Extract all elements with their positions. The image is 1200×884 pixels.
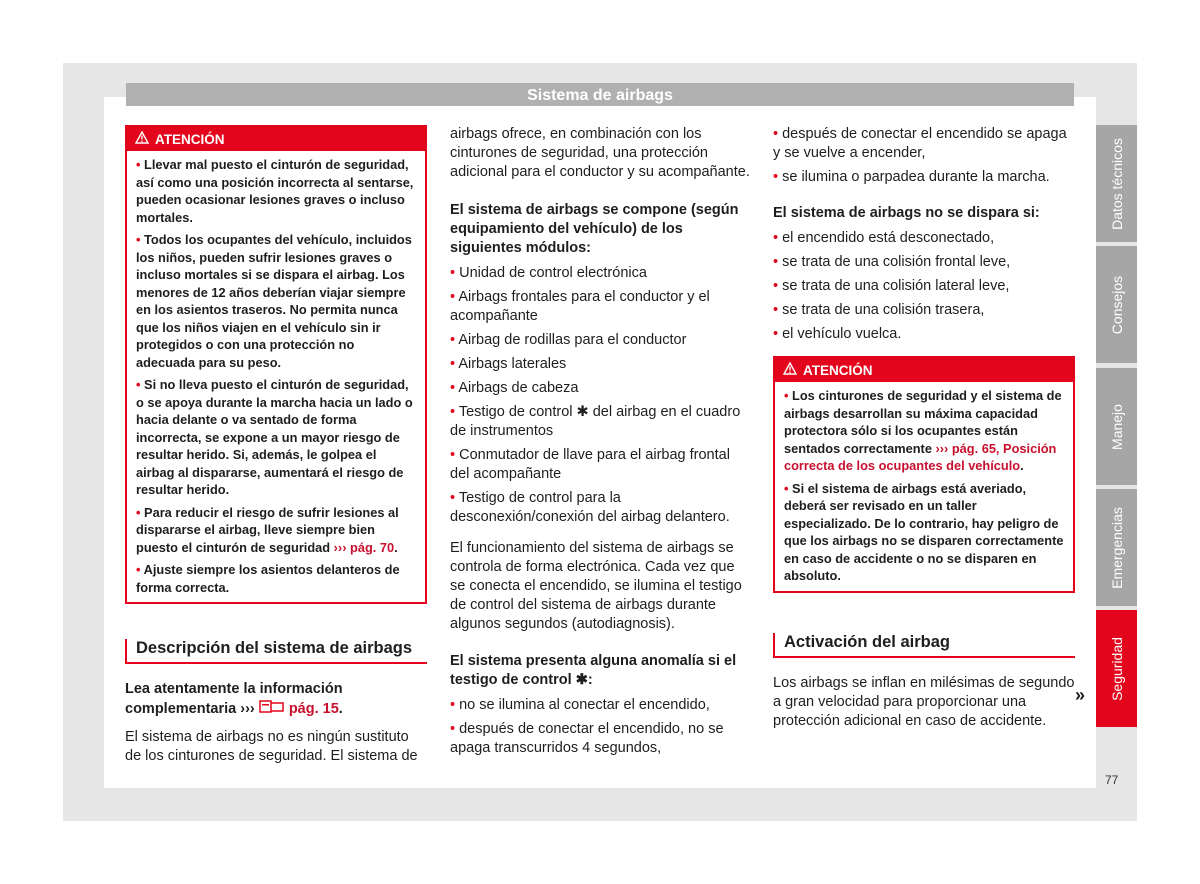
list-item: • Airbag de rodillas para el conductor — [450, 332, 687, 348]
warning-header — [775, 358, 1073, 382]
warning-item: • Todos los ocupantes del vehículo, incluidos los niños, pueden sufrir lesiones graves o incluso mortales si se dispara el airbag. Los menores de 12 años deberían viajar siempre en los asientos traseros. No permita nunca que los niños viajen en el vehículo sin ir protegidos o con una protección no adecuada para su peso. — [136, 232, 412, 370]
warning-box — [773, 356, 1075, 593]
subheading: El sistema presenta alguna anomalía si el testigo de control ✱: — [450, 653, 737, 688]
intro-text: Lea atentamente la información complementaria ››› pág. 15. — [125, 681, 343, 717]
list-item: • Airbags de cabeza — [450, 380, 579, 396]
section-title: Descripción del sistema de airbags — [125, 639, 427, 664]
list-item: • Unidad de control electrónica — [450, 265, 647, 281]
warning-title: ATENCIÓN — [155, 132, 225, 147]
warning-item: • Ajuste siempre los asientos delanteros de forma correcta. — [136, 562, 400, 595]
body-paragraph: El funcionamiento del sistema de airbags se controla de forma electrónica. Cada vez que se conecta el encendido, se ilumina el testigo de control del sistema de airbags durante algunos segundos (autodiagnosis). — [450, 540, 742, 632]
list-item: • se trata de una colisión lateral leve, — [773, 278, 1010, 294]
subheading: El sistema de airbags se compone (según equipamiento del vehículo) de los siguientes módulos: — [450, 202, 739, 256]
list-item: • después de conectar el encendido, no se apaga transcurridos 4 segundos, — [450, 721, 724, 756]
page-number: 77 — [1105, 773, 1119, 787]
page-header-title: Sistema de airbags — [126, 83, 1074, 106]
book-icon — [259, 701, 285, 716]
page-reference-link[interactable]: ››› pág. 70 — [333, 539, 395, 555]
airbag-warning-light-icon: ✱ — [576, 404, 589, 420]
section-title: Activación del airbag — [773, 633, 1075, 658]
list-item: • Conmutador de llave para el airbag frontal del acompañante — [450, 447, 730, 482]
warning-item: • Si el sistema de airbags está averiado, deberá ser revisado en un taller especializado. De lo contrario, hay peligro de que los airbags no se disparen correctamente en caso de accidente o no se disparen en absoluto. — [784, 480, 1064, 583]
warning-triangle-icon — [135, 127, 149, 153]
continue-mark: » — [1075, 685, 1086, 705]
page-reference-link[interactable]: pág. 15 — [288, 701, 339, 717]
tab-datos-tecnicos[interactable]: Datos técnicos — [1096, 125, 1137, 242]
list-item: • Testigo de control para la desconexión/conexión del airbag delantero. — [450, 490, 730, 525]
list-item: • Testigo de control ✱ del airbag en el cuadro de instrumentos — [450, 404, 741, 439]
warning-item: • Si no lleva puesto el cinturón de seguridad, o se apoya durante la marcha hacia un lado o hacia delante o va sentado de forma incorrecta, se expone a un mayor riesgo de resultar herido. Si, además, le golpea el airbag al dispararse, aumentará el riesgo de resultar herido. — [136, 377, 413, 497]
list-item: • después de conectar el encendido se apaga y se vuelve a encender, — [773, 126, 1067, 161]
list-item: • se trata de una colisión trasera, — [773, 302, 985, 318]
list-item: • Airbags frontales para el conductor y el acompañante — [450, 289, 710, 324]
list-item: • Airbags laterales — [450, 356, 567, 372]
airbag-warning-light-icon: ✱ — [575, 672, 588, 688]
page-reference-link[interactable]: ››› pág. 65, Posición correcta de los ocupantes del vehículo — [784, 440, 1057, 473]
tab-seguridad[interactable]: Seguridad — [1096, 610, 1137, 727]
body-paragraph: airbags ofrece, en combinación con los cinturones de seguridad, una protección adicional para el conductor y su acompañante. — [450, 126, 750, 180]
list-item: • no se ilumina al conectar el encendido, — [450, 697, 710, 713]
warning-title: ATENCIÓN — [803, 363, 873, 378]
warning-triangle-icon — [783, 358, 797, 384]
list-item: • se trata de una colisión frontal leve, — [773, 254, 1011, 270]
list-item: • se ilumina o parpadea durante la marcha. — [773, 169, 1050, 185]
warning-box — [125, 125, 427, 604]
list-item: • el vehículo vuelca. — [773, 326, 902, 342]
warning-item: • Los cinturones de seguridad y el sistema de airbags desarrollan su máxima capacidad protectora sólo si los ocupantes están sentados correctamente ››› pág. 65, Posición correcta de los ocupantes del vehículo. — [784, 388, 1062, 473]
list-item: • el encendido está desconectado, — [773, 230, 995, 246]
column-3 — [773, 125, 1075, 740]
subheading: El sistema de airbags no se dispara si: — [773, 205, 1040, 221]
body-paragraph: Los airbags se inflan en milésimas de segundo a gran velocidad para proporcionar una protección adicional en caso de accidente. — [773, 674, 1075, 729]
tab-consejos[interactable]: Consejos — [1096, 246, 1137, 363]
warning-item: • Para reducir el riesgo de sufrir lesiones al dispararse el airbag, lleve siempre bien puesto el cinturón de seguridad ››› pág. 70. — [136, 504, 399, 555]
column-1 — [125, 125, 427, 775]
column-2 — [450, 125, 752, 763]
tab-manejo[interactable]: Manejo — [1096, 368, 1137, 485]
warning-header — [127, 127, 425, 151]
warning-item: • Llevar mal puesto el cinturón de seguridad, así como una posición incorrecta al sentarse, pueden ocasionar lesiones graves o incluso mortales. — [136, 157, 414, 225]
tab-emergencias[interactable]: Emergencias — [1096, 489, 1137, 606]
body-paragraph: El sistema de airbags no es ningún sustituto de los cinturones de seguridad. El sistema de — [125, 729, 418, 764]
